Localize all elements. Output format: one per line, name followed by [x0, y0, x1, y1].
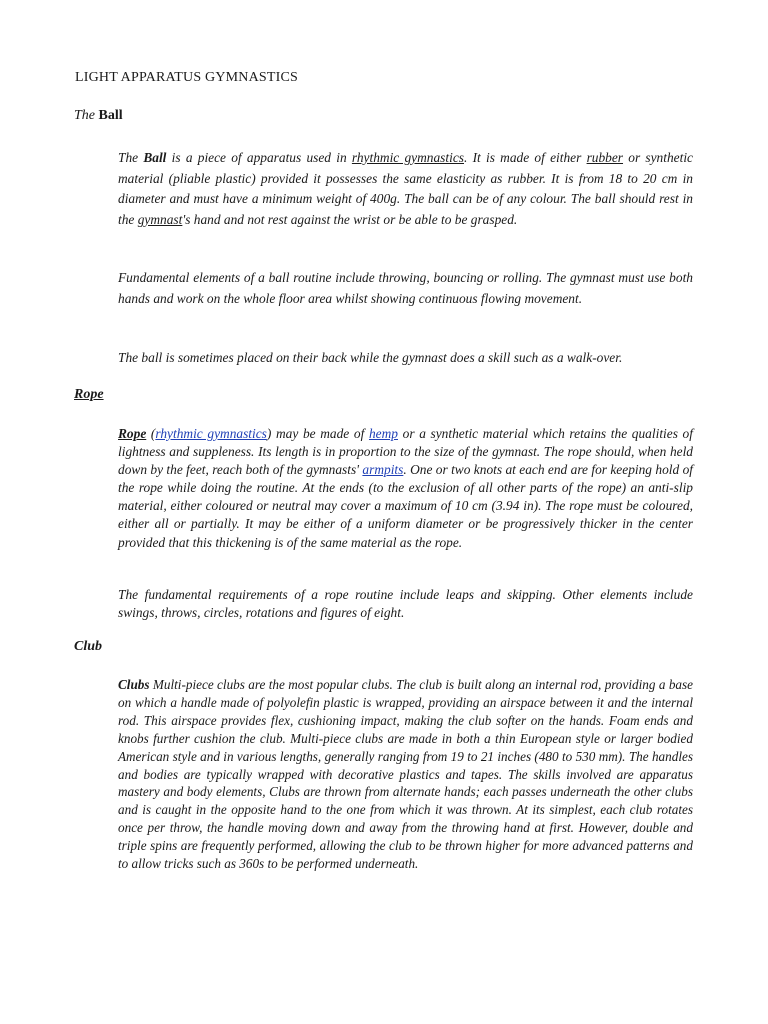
- rope-heading: Rope: [74, 387, 104, 402]
- ball-paragraph-3: The ball is sometimes placed on their back while the gymnast does a skill such as a walk-over.: [118, 350, 623, 365]
- link-rhythmic-gymnastics[interactable]: rhythmic gymnastics: [351, 150, 464, 165]
- link-rubber[interactable]: rubber: [586, 150, 624, 165]
- ball-paragraph-1: [118, 148, 693, 230]
- link-gymnast[interactable]: gymnast: [137, 211, 183, 227]
- text-run: Multi-piece clubs are the most popular clubs. The club is built along an internal rod, providing a base on which a handle made of polyolefin plastic is wrapped, providing an airspace between it and the internal rod. This airspace provides flex, cushioning impact, making the club softer on the hands. Foam ends and knobs further cushion the club. Multi-piece clubs are made in both a thin European style or larger bodied American style and in various lengths, generally ranging from 19 to 21 inches (480 to 530 mm). The handles and bodies are typically wrapped with decorative plastics and tapes. The skills involved are apparatus mastery and body elements, Clubs are thrown from alternate hands; each passes underneath the other clubs and is caught in the opposite hand to the one from which it was thrown. At its simplest, each club rotates once per throw, the handle moving down and away from the throwing hand at first. However, double and triple spins are frequently performed, allowing the club to be thrown higher for more advanced patterns and to allow tricks such as 360s to be performed underneath.: [118, 677, 693, 872]
- bold-term: Ball: [143, 150, 167, 165]
- ball-heading-ball: Ball: [98, 108, 123, 123]
- text-run: ) may be made of: [266, 426, 369, 441]
- link-rhythmic-gymnastics[interactable]: rhythmic gymnastics: [155, 426, 267, 441]
- text-run: or a synthetic material which retains the qualities of lightness and suppleness. Its length is in proportion to the size of the gymnast. The rope should, when held down by the feet, reach both of the gymnasts': [118, 426, 693, 478]
- bold-term: Rope: [118, 426, 147, 441]
- ball-heading: [74, 108, 123, 124]
- club-paragraph-1: [118, 676, 693, 873]
- club-heading: Club: [74, 639, 103, 654]
- ball-heading-the: The: [74, 108, 95, 123]
- document-title: LIGHT APPARATUS GYMNASTICS: [75, 70, 299, 85]
- rope-paragraph-2: The fundamental requirements of a rope routine include leaps and skipping. Other elements include swings, throws, circles, rotations and figures of eight.: [118, 587, 693, 621]
- link-armpits[interactable]: armpits: [362, 462, 404, 478]
- text-run: 's hand and not rest against the wrist or be able to be grasped.: [182, 211, 518, 227]
- text-run: The: [118, 150, 144, 165]
- link-hemp[interactable]: hemp: [368, 426, 398, 441]
- text-run: is a piece of apparatus used in: [166, 150, 352, 165]
- bold-term: Clubs: [118, 677, 150, 692]
- text-run: . One or two knots at each end are for keeping hold of the rope while doing the routine. At the ends (to the exclusion of all other parts of the rope) an anti-slip material, either coloured or neutral may cover a maximum of 10 cm (3.94 in). The rope must be coloured, either all or partially. It may be either of a uniform diameter or be progressively thicker in the center provided that this thickening is of the same material as the rope.: [118, 462, 693, 550]
- text-run: . It is made of either: [464, 150, 587, 165]
- ball-paragraph-2: Fundamental elements of a ball routine include throwing, bouncing or rolling. The gymnast must use both hands and work on the whole floor area whilst showing continuous flowing movement.: [118, 270, 693, 306]
- text-run: (: [146, 426, 156, 441]
- rope-paragraph-1: [118, 425, 693, 552]
- text-run: or synthetic material (pliable plastic) provided it possesses the same elasticity as rubber. It is from 18 to 20 cm in diameter and must have a minimum weight of 400g. The ball can be of any colour. The ball should rest in the: [118, 150, 693, 227]
